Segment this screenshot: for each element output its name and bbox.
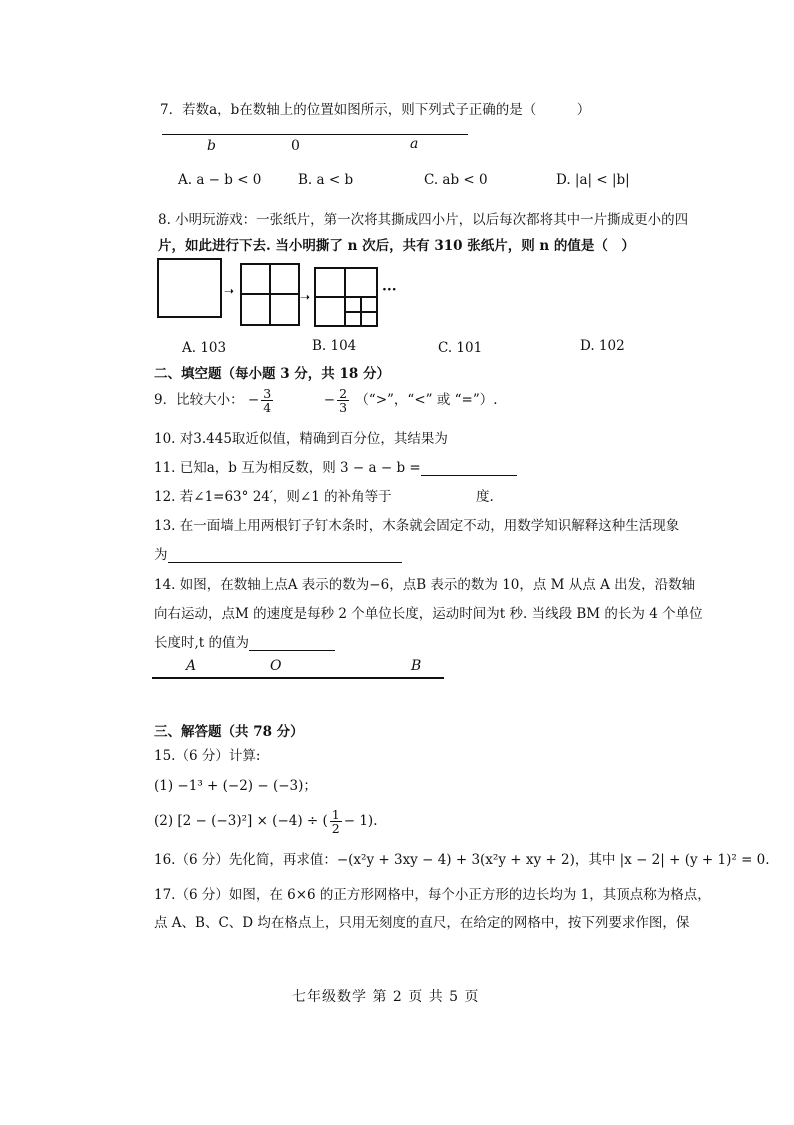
q7-stem: 7．若数a，b在数轴上的位置如图所示，则下列式子正确的是（ ） [160, 102, 591, 118]
q14-label-A: A [186, 658, 197, 674]
q14-label-B: B [411, 658, 422, 674]
q9-fraction-1: $\frac{3}{4}$ [263, 385, 272, 415]
q13-answer-blank[interactable] [168, 561, 402, 563]
q9-fraction-2: $\frac{2}{3}$ [339, 385, 348, 415]
paper-whole [157, 258, 222, 318]
q13-line2: 为 [154, 543, 402, 563]
section-2-heading: 二、填空题（每小题 3 分，共 18 分） [154, 366, 390, 382]
q17-line2: 点 A、B、C、D 均在格点上，只用无刻度的直尺，在给定的网格中，按下列要求作图，保 [154, 915, 690, 931]
q7-option-a: A. a − b < 0 [178, 172, 262, 188]
q15-title: 15.（6 分）计算: [154, 748, 261, 764]
q8-option-a: A. 103 [182, 340, 227, 356]
q11-answer-blank[interactable] [421, 474, 517, 476]
arrow-icon-1: ➝ [224, 284, 235, 298]
q15-part1: (1) −1³ + (−2) − (−3)； [154, 778, 317, 794]
q7-label-zero: 0 [291, 138, 300, 154]
q8-option-b: B. 104 [312, 338, 357, 354]
q7-label-a: a [410, 136, 419, 152]
q17-line1: 17.（6 分）如图，在 6×6 的正方形网格中，每个小正方形的边长均为 1，其顶点称为格点， [154, 887, 711, 903]
q7-number-line [162, 134, 468, 135]
q14-number-line [152, 677, 444, 679]
paper-divider-h [240, 293, 300, 295]
paper2-divider-h [314, 296, 378, 298]
q13-line1: 13. 在一面墙上用两根钉子钉木条时，木条就会固定不动，用数学知识解释这种生活现象 [154, 518, 680, 534]
q10: 10. 对3.445取近似值，精确到百分位，其结果为 [154, 431, 448, 447]
q11-text: 11. 已知a，b 互为相反数，则 3 − a − b = [154, 460, 421, 476]
page-footer: 七年级数学 第 2 页 共 5 页 [292, 989, 480, 1005]
q8-option-d: D. 102 [580, 338, 625, 354]
arrow-icon-2: ➝ [300, 290, 311, 304]
q16: 16.（6 分）先化简，再求值：−(x²y + 3xy − 4) + 3(x²y + xy + 2)，其中 |x − 2| + (y + 1)² = 0. [154, 852, 770, 868]
q8-stem-line2: 片，如此进行下去. 当小明撕了 n 次后，共有 310 张纸片，则 n 的值是（ ） [158, 238, 635, 254]
ellipsis-icon: ··· [382, 282, 397, 298]
q12-unit: 度. [476, 489, 494, 505]
q7-option-d: D. |a| < |b| [556, 172, 630, 188]
q9-minus-2: − [323, 392, 336, 408]
q9-minus-1: − [247, 392, 260, 408]
q14-line2: 向右运动，点M 的速度是每秒 2 个单位长度，运动时间为t 秒. 当线段 BM 的长为 4 个单位 [154, 606, 703, 622]
section-3-heading: 三、解答题（共 78 分） [154, 724, 304, 740]
q14-label-O: O [270, 658, 282, 674]
q9-label: 9．比较大小： [154, 392, 244, 408]
q7-label-b: b [207, 138, 216, 154]
q8-stem-line1: 8. 小明玩游戏：一张纸片，第一次将其撕成四小片，以后每次都将其中一片撕成更小的四 [158, 212, 689, 228]
q15-part2: (2) [2 − (−3)²] × (−4) ÷ ( $\frac{1}{2}$ − 1). [154, 806, 378, 836]
q15-fraction: $\frac{1}{2}$ [331, 806, 340, 836]
q11 [154, 456, 517, 476]
q14-answer-blank[interactable] [249, 649, 335, 651]
paper2-sub-divider-h [344, 311, 378, 313]
q12-text: 12. 若∠1=63° 24′，则∠1 的补角等于 [154, 489, 392, 505]
q9-tail: （“>”，“<” 或 “=”）. [355, 392, 498, 408]
q7-option-c: C. ab < 0 [424, 172, 488, 188]
q14-line1: 14. 如图，在数轴上点A 表示的数为−6，点B 表示的数为 10，点 M 从点 A 出发，沿数轴 [154, 577, 696, 593]
q7-option-b: B. a < b [298, 172, 354, 188]
q14-line3: 长度时,t 的值为 [154, 631, 335, 651]
q9 [154, 382, 498, 418]
q8-option-c: C. 101 [438, 340, 483, 356]
